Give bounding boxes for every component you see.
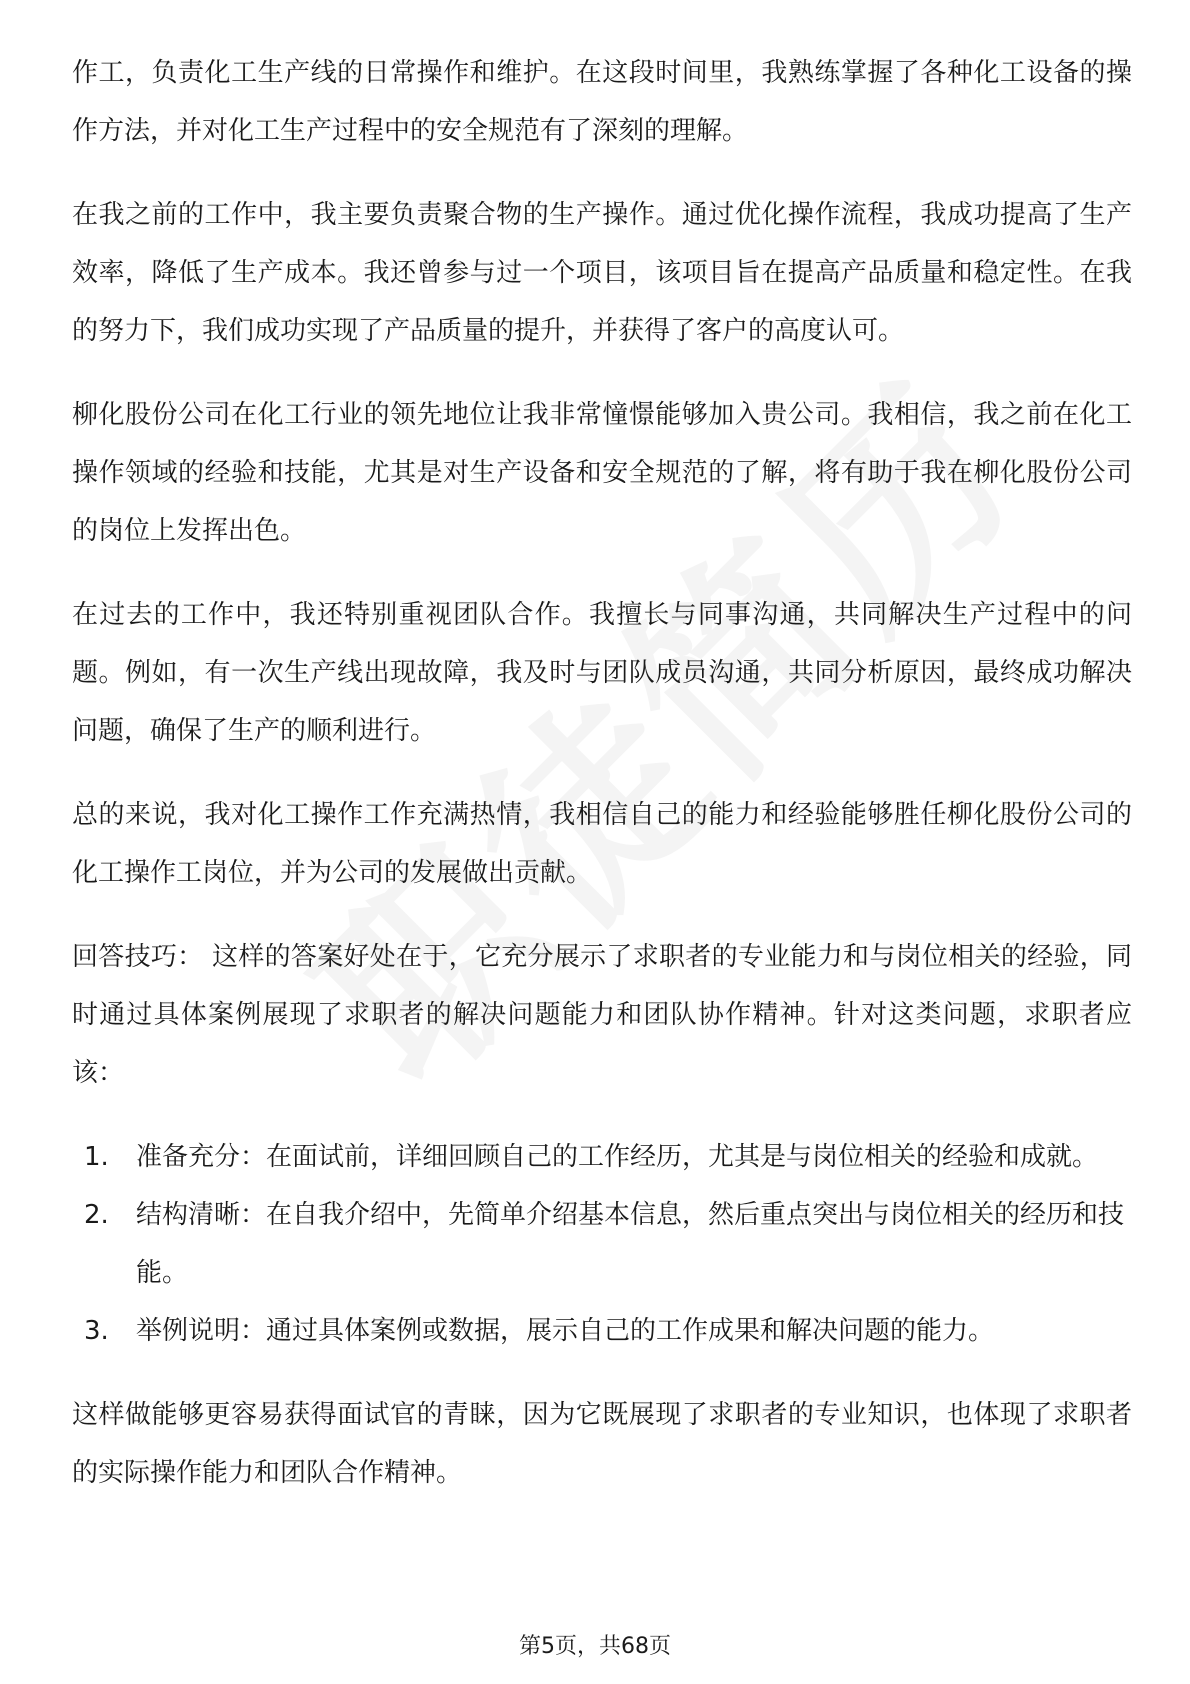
paragraph-teamwork: 在过去的工作中，我还特别重视团队合作。我擅长与同事沟通，共同解决生产过程中的问题。例如，有一次生产线出现故障，我及时与团队成员沟通，共同分析原因，最终成功解决问题，确保了生产的顺利进行。 — [72, 600, 1132, 746]
list-item-text: 准备充分：在面试前，详细回顾自己的工作经历，尤其是与岗位相关的经验和成就。 — [136, 1142, 1099, 1172]
list-item-text: 举例说明：通过具体案例或数据，展示自己的工作成果和解决问题的能力。 — [136, 1316, 995, 1346]
document-body — [72, 44, 1132, 1528]
list-item — [84, 1128, 1132, 1186]
list-item-text: 结构清晰：在自我介绍中，先简单介绍基本信息，然后重点突出与岗位相关的经历和技能。 — [136, 1200, 1125, 1288]
paragraph-work-intro: 作工，负责化工生产线的日常操作和维护。在这段时间里，我熟练掌握了各种化工设备的操作方法，并对化工生产过程中的安全规范有了深刻的理解。 — [72, 58, 1132, 146]
paragraph-answer-tips: 回答技巧： 这样的答案好处在于，它充分展示了求职者的专业能力和与岗位相关的经验，同时通过具体案例展现了求职者的解决问题能力和团队协作精神。针对这类问题，求职者应该： — [72, 942, 1132, 1088]
tips-list — [72, 1128, 1132, 1360]
list-item — [84, 1302, 1132, 1360]
list-number: 1. — [84, 1142, 109, 1172]
paragraph-previous-work: 在我之前的工作中，我主要负责聚合物的生产操作。通过优化操作流程，我成功提高了生产效率，降低了生产成本。我还曾参与过一个项目，该项目旨在提高产品质量和稳定性。在我的努力下，我们成功实现了产品质量的提升，并获得了客户的高度认可。 — [72, 200, 1132, 346]
page-number-footer: 第5页，共68页 — [519, 1634, 671, 1659]
list-number: 2. — [84, 1200, 109, 1230]
paragraph-company-interest: 柳化股份公司在化工行业的领先地位让我非常憧憬能够加入贵公司。我相信，我之前在化工操作领域的经验和技能，尤其是对生产设备和安全规范的了解，将有助于我在柳化股份公司的岗位上发挥出色。 — [72, 400, 1132, 546]
paragraph-summary: 总的来说，我对化工操作工作充满热情，我相信自己的能力和经验能够胜任柳化股份公司的化工操作工岗位，并为公司的发展做出贡献。 — [72, 800, 1132, 888]
list-item — [84, 1186, 1132, 1302]
list-number: 3. — [84, 1316, 109, 1346]
paragraph-closing: 这样做能够更容易获得面试官的青睐，因为它既展现了求职者的专业知识，也体现了求职者的实际操作能力和团队合作精神。 — [72, 1400, 1132, 1488]
